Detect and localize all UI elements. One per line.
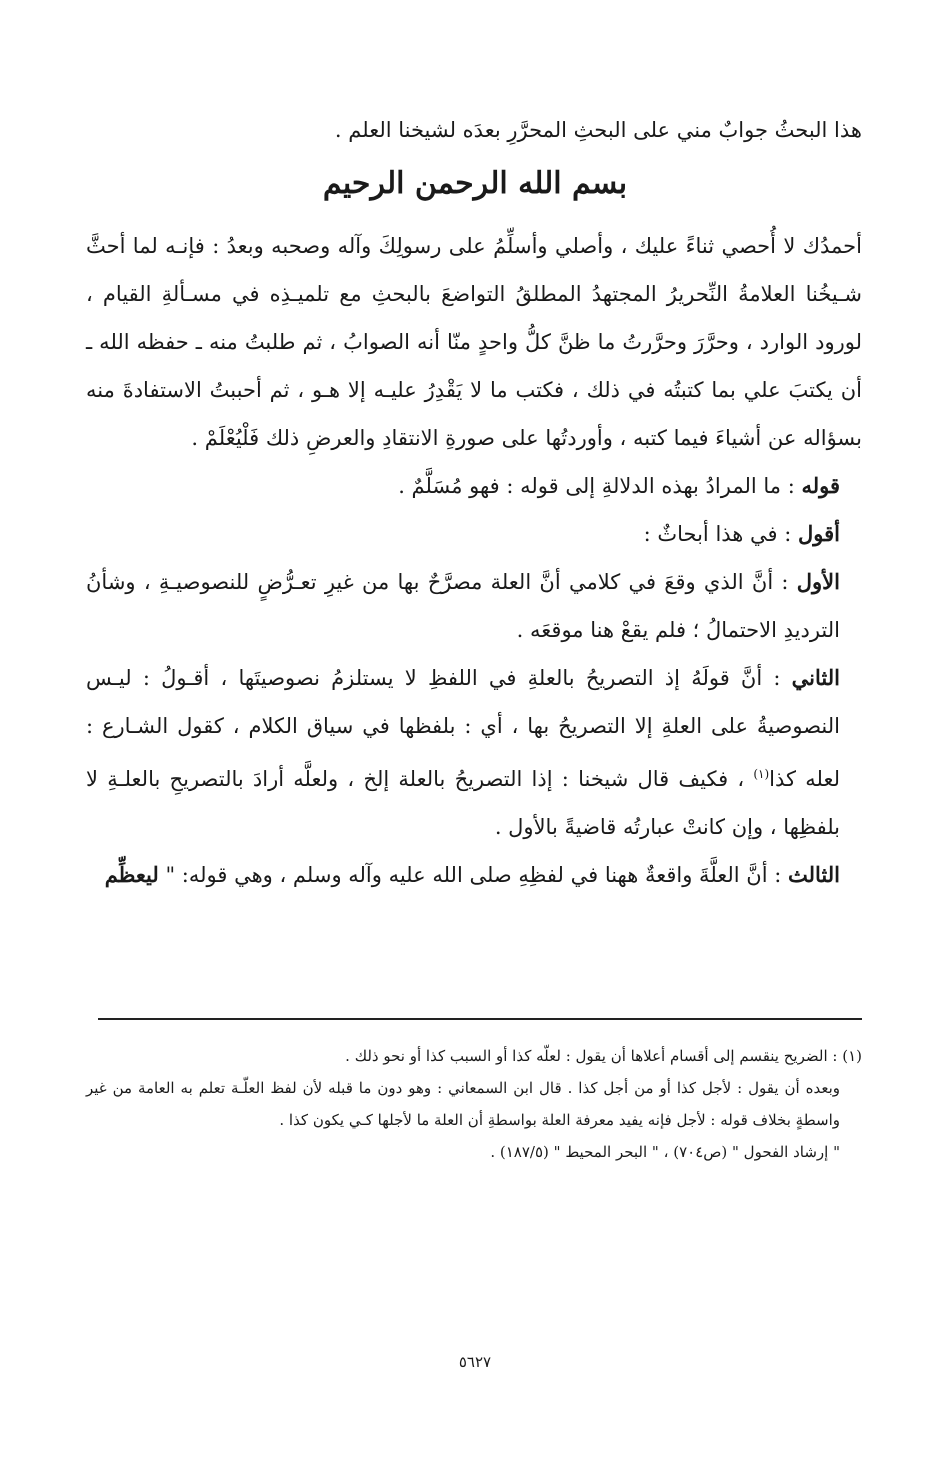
intro-line: هذا البحثُ جوابٌ مني على البحثِ المحرَّرِ بعدَه لشيخنا العلم . xyxy=(334,118,862,142)
paragraph-text: : أنَّ الذي وقعَ في كلامي أنَّ العلة مصرَّحٌ بها من غيرِ تعـرُّضٍ للنصوصيـةِ ، وشأنُ الترديدِ الاحتمالُ ؛ فلم يقعْ هنا موقعَه . xyxy=(86,570,840,642)
paragraph-text: : ما المرادُ بهذه الدلالةِ إلى قوله : فهو مُسَلَّمٌ . xyxy=(398,474,802,498)
paragraph-first xyxy=(86,558,862,654)
paragraph-label: الأول xyxy=(796,569,840,594)
paragraph-label: قوله xyxy=(801,473,840,498)
footnote-marker: (١) xyxy=(753,767,770,781)
footnote-divider xyxy=(98,1018,862,1020)
footnote-1-continued: وبعده أن يقول : لأجل كذا أو من أجل كذا . قال ابن السمعاني : وهو دون ما قبله لأن لفظ العلّـة تعلم به العامة من غير واسطةٍ بخلاف قوله : لأجل فإنه يفيد معرفة العلة بواسطةِ أن العلة ما لأجلها كـي يكون كذا . xyxy=(86,1079,840,1129)
opening-paragraph: أحمدُك لا أُحصي ثناءً عليك ، وأصلي وأسلِّمُ على رسولِكَ وآله وصحبه وبعدُ : فإنـه لما أحثَّ شـيخُنا العلامةُ النِّحريرُ المجتهدُ المطلقُ التواضعَ بالبحثِ مع تلميـذِه في مسـألةِ القيام ، لورود الوارد ، وحرَّرَ وحرَّرتُ ما ظنَّ كلُّ واحدٍ منّا أنه الصوابُ ، ثم طلبتُ منه ـ حفظه الله ـ أن يكتبَ علي بما كتبتُه في ذلك ، فكتب ما لا يَقْدِرُ عليـه إلا هـو ، ثم أحببتُ الاستفادةَ منه بسؤاله عن أشياءَ فيما كتبه ، وأوردتُها على صورةِ الانتقادِ والعرضِ ذلك فَلْيُعْلَمْ . xyxy=(86,234,862,450)
footnotes xyxy=(86,1040,862,1168)
paragraph-label: الثالث xyxy=(788,862,840,887)
page-number: ٥٦٢٧ xyxy=(458,1353,492,1371)
paragraph-text: : أنَّ العلَّةَ واقعةٌ ههنا في لفظِهِ صلى الله عليه وآله وسلم ، وهي قوله: " xyxy=(158,863,788,887)
paragraph-second xyxy=(86,654,862,851)
paragraph-label: أقول xyxy=(798,521,840,546)
paragraph-bold-end: ليعظِّم xyxy=(104,862,159,887)
paragraph-qawluhu xyxy=(86,462,862,510)
footnote-sources: " إرشاد الفحول " (ص٧٠٤) ، " البحر المحيط " (١٨٧/٥) . xyxy=(490,1143,840,1161)
footnote-1: (١) : الضريح ينقسم إلى أقسام أعلاها أن يقول : لعلّه كذا أو السبب كذا أو نحو ذلك . xyxy=(345,1047,862,1065)
main-text xyxy=(86,222,862,899)
paragraph-text: : في هذا أبحاثٌ : xyxy=(643,522,799,546)
paragraph-text-continued: ، فكيف قال شيخنا : إذا التصريحُ بالعلة إلخ ، ولعلَّه أرادَ بالتصريحِ بالعلـةِ لا بلفظِها ، وإن كانتْ عبارتُه قاضيةً بالأول . xyxy=(86,767,840,839)
paragraph-label: الثاني xyxy=(791,665,840,690)
paragraph-aqulu xyxy=(86,510,862,558)
paragraph-third xyxy=(86,851,862,899)
paragraph-text: : أنَّ قولَهُ إذ التصريحُ بالعلةِ في اللفظِ لا يستلزمُ نصوصيتَها ، أقـولُ : ليـس النصوصيةُ على العلةِ إلا التصريحُ بها ، أي : بلفظها في سياق الكلام ، كقول الشـارع : لعله كذا xyxy=(86,666,840,791)
basmala-heading: بسم الله الرحمن الرحيم xyxy=(322,166,628,201)
